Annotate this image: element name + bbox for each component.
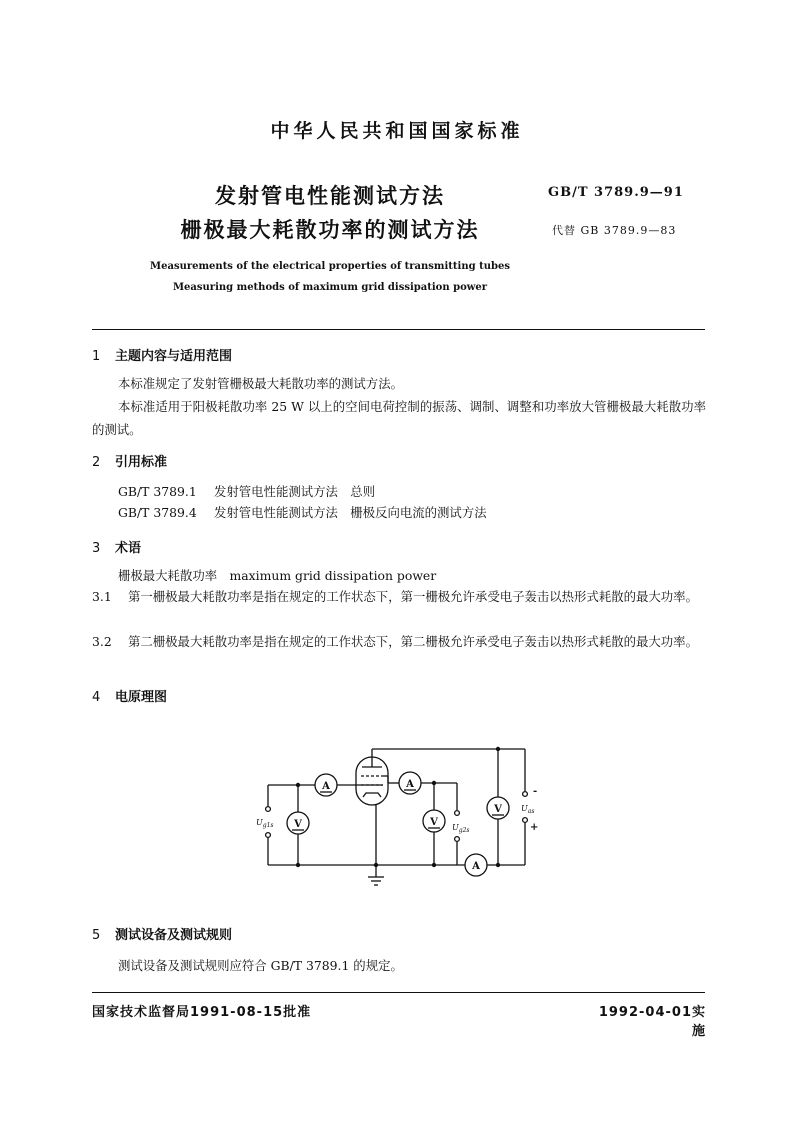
section-2-heading: [92, 451, 167, 470]
section-1-paragraph-1: 本标准规定了发射管栅极最大耗散功率的测试方法。: [118, 376, 403, 391]
reference-code: GB/T 3789.1: [118, 484, 197, 499]
ammeter-label: A: [406, 779, 414, 790]
implementation-date: 1992-04-01实施: [598, 1005, 706, 1039]
label-u-as: $U_{as}$: [521, 804, 535, 815]
english-title-line1: Measurements of the electrical properties of transmitting tubes: [150, 261, 510, 272]
terminal: [266, 833, 271, 838]
doc-title-line2: 栅极最大耗散功率的测试方法: [180, 218, 480, 242]
clause-3-1: [92, 585, 706, 608]
voltmeter-label: V: [494, 804, 502, 815]
voltmeter-label: V: [294, 819, 302, 830]
terminal: [455, 837, 460, 842]
reference-title: 发射管电性能测试方法 总则: [214, 484, 376, 499]
english-title-line2: Measuring methods of maximum grid dissipation power: [172, 282, 487, 293]
reference-code: GB/T 3789.4: [118, 505, 197, 520]
section-number: 1: [92, 349, 101, 364]
doc-title-line1: 发射管电性能测试方法: [215, 184, 445, 208]
ammeter-label: A: [322, 781, 330, 792]
plus-sign: +: [530, 822, 539, 833]
section-title: 引用标准: [115, 455, 168, 470]
section-title: 主题内容与适用范围: [115, 349, 233, 364]
terminal: [523, 818, 528, 823]
section-3-heading: [92, 537, 141, 556]
section-number: 3: [92, 541, 101, 556]
section-number: 4: [92, 690, 101, 705]
clause-3-2: [92, 630, 706, 653]
section-title: 测试设备及测试规则: [115, 928, 233, 943]
clause-number: 3.2: [92, 634, 112, 649]
term-definition: 栅极最大耗散功率 maximum grid dissipation power: [118, 568, 437, 583]
section-1-paragraph-2: 本标准适用于阳极耗散功率 25 W 以上的空间电荷控制的振荡、调制、调整和功率放大管栅极最大耗散功率的测试。: [92, 399, 706, 437]
terminal: [266, 807, 271, 812]
terminal: [455, 811, 460, 816]
junction-dot: [496, 863, 500, 867]
section-4-heading: [92, 686, 167, 705]
section-5-paragraph: 测试设备及测试规则应符合 GB/T 3789.1 的规定。: [118, 958, 403, 973]
terminal: [523, 792, 528, 797]
standard-number: GB/T 3789.9—91: [548, 185, 684, 200]
reference-item: [118, 501, 708, 524]
junction-dot: [296, 863, 300, 867]
junction-dot: [432, 863, 436, 867]
section-number: 5: [92, 928, 101, 943]
clause-text: 第二栅极最大耗散功率是指在规定的工作状态下，第二栅极允许承受电子轰击以热形式耗散的最大功率。: [128, 634, 698, 649]
clause-number: 3.1: [92, 589, 112, 604]
tube-cathode: [363, 793, 381, 797]
section-number: 2: [92, 455, 101, 470]
org-title: 中华人民共和国国家标准: [270, 120, 524, 142]
replaces-standard: 代替 GB 3789.9—83: [552, 224, 677, 237]
minus-sign: -: [533, 786, 538, 797]
section-1-heading: [92, 345, 232, 364]
section-title: 电原理图: [115, 690, 168, 705]
footer-divider: [92, 992, 705, 993]
header-divider: [92, 329, 705, 330]
section-title: 术语: [115, 541, 142, 556]
ammeter-label: A: [472, 861, 480, 872]
reference-title: 发射管电性能测试方法 栅极反向电流的测试方法: [214, 505, 487, 520]
clause-text: 第一栅极最大耗散功率是指在规定的工作状态下，第一栅极允许承受电子轰击以热形式耗散的最大功率。: [128, 589, 698, 604]
voltmeter-label: V: [430, 817, 438, 828]
label-u-g2s: $U_{g2s}$: [452, 823, 470, 834]
approval-date: 国家技术监督局1991-08-15批准: [92, 1005, 312, 1020]
label-u-g1s: $U_{g1s}$: [256, 818, 274, 829]
section-5-heading: [92, 924, 232, 943]
circuit-diagram: [250, 745, 550, 890]
reference-item: [118, 480, 708, 503]
